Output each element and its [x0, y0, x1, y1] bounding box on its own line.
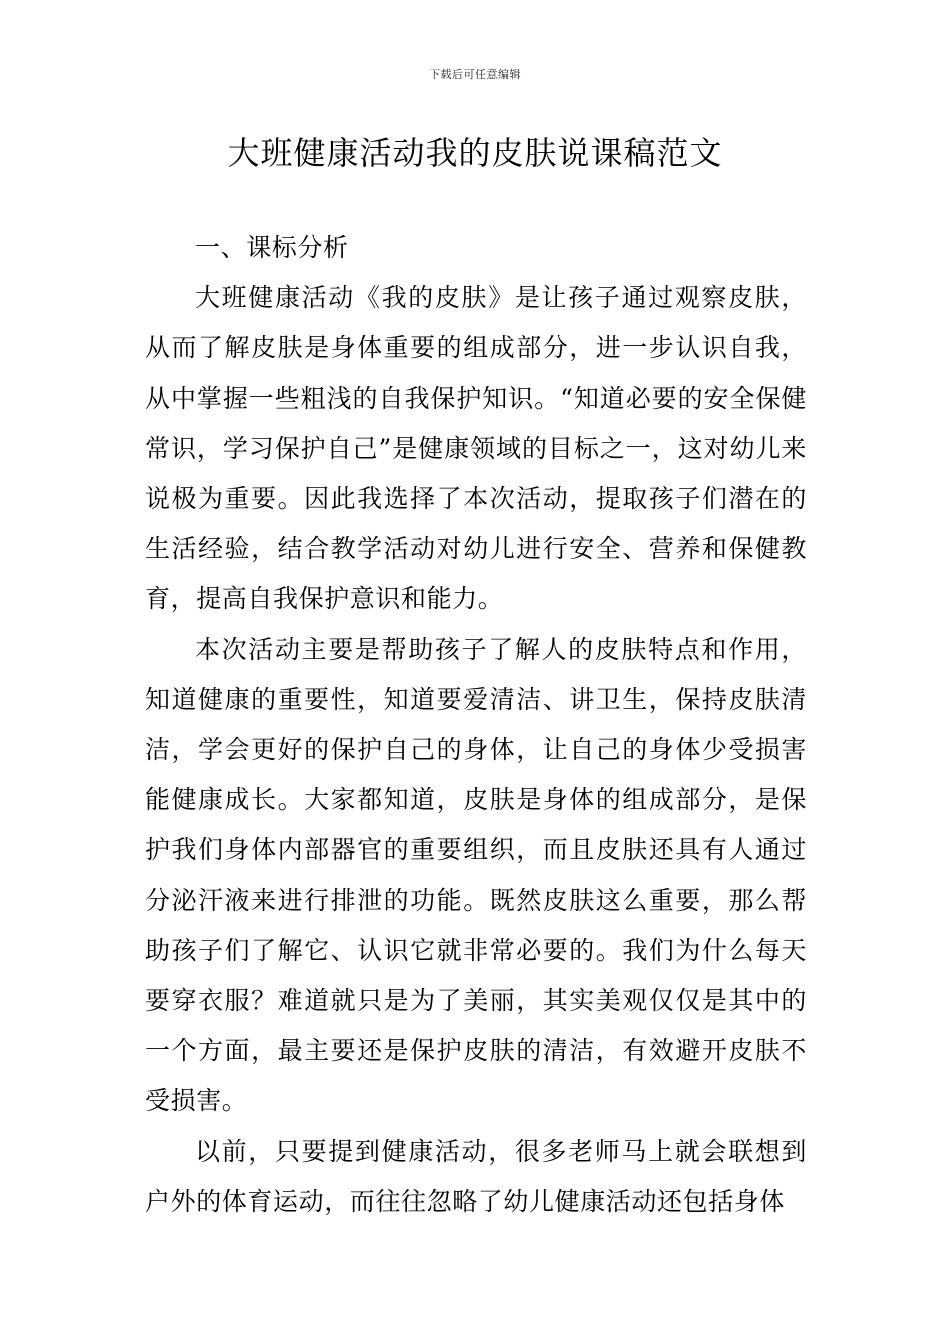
section-heading: 一、课标分析	[195, 233, 349, 262]
paragraph: 以前，只要提到健康活动，很多老师马上就会联想到户外的体育运动，而往往忽略了幼儿健康活动还包括身体	[145, 1136, 807, 1216]
paragraph: 本次活动主要是帮助孩子了解人的皮肤特点和作用，知道健康的重要性，知道要爱清洁、讲卫生，保持皮肤清洁，学会更好的保护自己的身体，让自己的身体少受损害能健康成长。大家都知道，皮肤是身体的组成部分，是保护我们身体内部器官的重要组织，而且皮肤还具有人通过分泌汗液来进行排泄的功能。既然皮肤这么重要，那么帮助孩子们了解它、认识它就非常必要的。我们为什么每天要穿衣服？难道就只是为了美丽，其实美观仅仅是其中的一个方面，最主要还是保护皮肤的清洁，有效避开皮肤不受损害。	[145, 634, 807, 1116]
document-body	[145, 223, 807, 1227]
paragraph: 大班健康活动《我的皮肤》是让孩子通过观察皮肤，从而了解皮肤是身体重要的组成部分，进一步认识自我，从中掌握一些粗浅的自我保护知识。“知道必要的安全保健常识，学习保护自己”是健康领域的目标之一，这对幼儿来说极为重要。因此我选择了本次活动，提取孩子们潜在的生活经验，结合教学活动对幼儿进行安全、营养和保健教育，提高自我保护意识和能力。	[145, 283, 807, 614]
header-note: 下载后可任意编辑	[429, 68, 521, 81]
document-title: 大班健康活动我的皮肤说课稿范文	[227, 134, 723, 172]
